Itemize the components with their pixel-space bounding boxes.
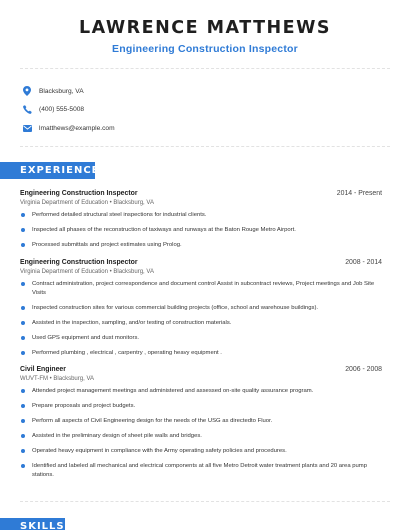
candidate-name: LAWRENCE MATTHEWS: [78, 18, 332, 38]
bullet-item: Attended project management meetings and administered and assessed on-site quality assurance program.: [20, 387, 382, 396]
contact-location: [22, 82, 115, 101]
phone-icon: [22, 105, 32, 115]
envelope-icon: [22, 123, 32, 133]
candidate-title: Engineering Construction Inspector: [112, 43, 298, 55]
job-org: Virginia Department of Education • Blacksburg, VA: [20, 200, 154, 206]
job-bullets: [20, 280, 382, 357]
bullet-item: Performed plumbing , electrical , carpentry , operating heavy equipment .: [20, 349, 382, 358]
bullet-item: Assisted in the preliminary design of sheet pile walls and bridges.: [20, 432, 382, 441]
job-org: Virginia Department of Education • Blacksburg, VA: [20, 269, 154, 275]
contact-email: [22, 119, 115, 138]
job-dates: 2008 - 2014: [345, 259, 382, 266]
bullet-item: Operated heavy equipment in compliance with the Army operating safety policies and procedures.: [20, 447, 382, 456]
job-dates: 2006 - 2008: [345, 366, 382, 373]
job-entry: [20, 190, 382, 256]
job-dates: 2014 - Present: [336, 190, 382, 197]
bullet-item: Processed submittals and project estimates using Prolog.: [20, 241, 382, 250]
skills-heading: SKILLS: [0, 518, 65, 530]
bullet-item: Contract administration, project correspondence and document control Assist in subcontract reviews, Project meetings and Job Site Visits: [20, 280, 382, 297]
job-bullets: [20, 387, 382, 479]
job-bullets: [20, 211, 382, 250]
contact-block: [22, 82, 115, 138]
header-divider: [20, 68, 390, 69]
bullet-item: Inspected all phases of the reconstruction of taxiways and runways at the Baton Rouge Metro Airport.: [20, 226, 382, 235]
bullet-item: Used GPS equipment and dust monitors.: [20, 334, 382, 343]
resume-header: [0, 18, 410, 55]
contact-phone: [22, 101, 115, 120]
bullet-item: Perform all aspects of Civil Engineering design for the needs of the USG as directedto Fluor.: [20, 417, 382, 426]
job-entry: [20, 259, 382, 364]
job-org: WUVT-FM • Blacksburg, VA: [20, 376, 95, 382]
experience-divider: [20, 501, 390, 502]
bullet-item: Identified and labeled all mechanical and electrical components at all five Metro Detroit water treatment plants and 20 area pump stations.: [20, 462, 382, 479]
contact-divider: [20, 146, 390, 147]
bullet-item: Prepare proposals and project budgets.: [20, 402, 382, 411]
job-entry: [20, 366, 382, 486]
bullet-item: Inspected construction sites for various commercial building projects (office, school and warehouse buildings).: [20, 304, 382, 313]
job-title: Engineering Construction Inspector: [20, 190, 138, 197]
job-title: Engineering Construction Inspector: [20, 259, 138, 266]
map-pin-icon: [22, 86, 32, 96]
location-text: Blacksburg, VA: [39, 87, 84, 95]
experience-heading: EXPERIENCE: [0, 162, 95, 179]
bullet-item: Assisted in the inspection, sampling, and/or testing of construction materials.: [20, 319, 382, 328]
job-title: Civil Engineer: [20, 366, 66, 373]
email-text: lmatthews@example.com: [39, 124, 115, 132]
bullet-item: Performed detailed structural steel inspections for industrial clients.: [20, 211, 382, 220]
phone-text: (400) 555-5008: [39, 106, 85, 114]
